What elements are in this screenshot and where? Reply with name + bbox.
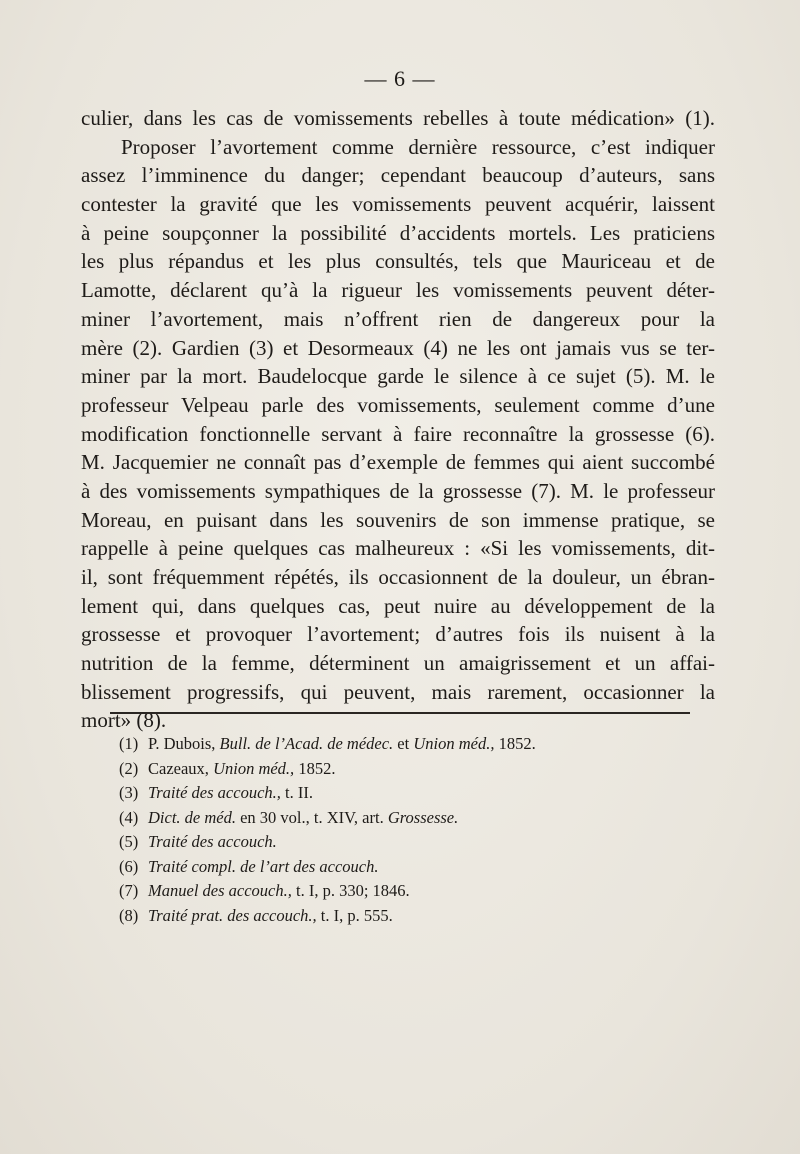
footnote-number: (6) xyxy=(119,856,139,876)
text-line: professeur Velpeau parle des vomissements, seulement comme d’une xyxy=(81,392,715,417)
text-line: blissement progressifs, qui peuvent, mais rarement, occasionner la xyxy=(81,679,715,704)
footnote xyxy=(119,806,719,831)
text-line: culier, dans les cas de vomissements rebelles à toute médication» (1). xyxy=(81,106,715,130)
footnote-title: Union méd., xyxy=(413,734,495,753)
footnote-text: t. II. xyxy=(280,783,313,802)
text-line: à des vomissements sympathiques de la grossesse (7). M. le professeur xyxy=(81,478,715,503)
text-line: lement qui, dans quelques cas, peut nuire au développement de la xyxy=(81,593,715,618)
footnote xyxy=(119,757,719,782)
footnote xyxy=(119,904,719,929)
footnote xyxy=(119,830,719,855)
footnote xyxy=(119,855,719,880)
footnote-text: t. I, p. 555. xyxy=(316,905,393,925)
footnote-title: Traité compl. de l’art des accouch. xyxy=(148,856,379,876)
footnote-text: 1852. xyxy=(294,758,336,778)
main-paragraph xyxy=(81,104,715,735)
footnote-title: Union méd., xyxy=(213,758,295,778)
text-line: mort» (8). xyxy=(81,708,167,733)
footnote xyxy=(119,781,719,806)
footnote-title: Traité des accouch. xyxy=(148,832,277,851)
footnote-title: Traité prat. des accouch., xyxy=(148,905,317,925)
text-line: les plus répandus et les plus consultés, tels que Mauriceau et de xyxy=(81,249,715,274)
footnote-text: et xyxy=(393,734,414,753)
footnote-text: en 30 vol., t. XIV, art. xyxy=(235,807,388,827)
footnote-title: Dict. de méd. xyxy=(148,807,236,827)
text-line: mère (2). Gardien (3) et Desormeaux (4) ne les ont jamais vus se ter- xyxy=(81,335,715,360)
footnote-separator xyxy=(110,712,690,714)
text-line: miner l’avortement, mais n’offrent rien de dangereux pour la xyxy=(81,306,715,331)
footnote-number: (2) xyxy=(119,758,139,778)
text-line: à peine soupçonner la possibilité d’accidents mortels. Les praticiens xyxy=(81,220,715,245)
footnote-number: (7) xyxy=(119,881,139,900)
footnote xyxy=(119,879,719,904)
text-line: il, sont fréquemment répétés, ils occasionnent de la douleur, un ébran- xyxy=(81,565,715,589)
footnote-title: Manuel des accouch., xyxy=(148,881,292,900)
text-line: Moreau, en puisant dans les souvenirs de son immense pratique, se xyxy=(81,507,715,532)
text-line: Lamotte, déclarent qu’à la rigueur les vomissements peuvent déter- xyxy=(81,278,715,303)
text-line: assez l’imminence du danger; cependant beaucoup d’auteurs, sans xyxy=(81,163,715,188)
footnotes xyxy=(119,732,719,928)
footnote-text: 1852. xyxy=(494,734,536,753)
footnote-number: (1) xyxy=(119,734,139,753)
text-line: modification fonctionnelle servant à faire reconnaître la grossesse (6). xyxy=(81,421,715,446)
footnote-number: (8) xyxy=(119,905,139,925)
footnote xyxy=(119,732,719,757)
page-number: — 6 — xyxy=(364,66,436,91)
text-line: contester la gravité que les vomissements peuvent acquérir, laissent xyxy=(81,192,715,217)
footnote-number: (5) xyxy=(119,832,139,851)
text-line: nutrition de la femme, déterminent un amaigrissement et un affai- xyxy=(81,651,715,676)
text-line: miner par la mort. Baudelocque garde le silence à ce sujet (5). M. le xyxy=(81,364,715,389)
text-line: Proposer l’avortement comme dernière ressource, c’est indiquer xyxy=(121,134,715,159)
footnote-title: Traité des accouch., xyxy=(148,783,281,802)
footnote-author: Cazeaux, xyxy=(148,758,214,778)
text-line: M. Jacquemier ne connaît pas d’exemple de femmes qui aient succombé xyxy=(81,450,715,475)
text-line: grossesse et provoquer l’avortement; d’autres fois ils nuisent à la xyxy=(81,622,715,647)
text-line: rappelle à peine quelques cas malheureux : «Si les vomissements, dit- xyxy=(81,536,715,561)
footnote-text: t. I, p. 330; 1846. xyxy=(291,881,410,900)
footnote-author: P. Dubois, xyxy=(148,734,220,753)
footnote-number: (3) xyxy=(119,783,139,802)
footnote-title: Bull. de l’Acad. de médec. xyxy=(219,734,394,753)
footnote-title: Grossesse. xyxy=(387,807,459,827)
footnote-number: (4) xyxy=(119,807,139,827)
